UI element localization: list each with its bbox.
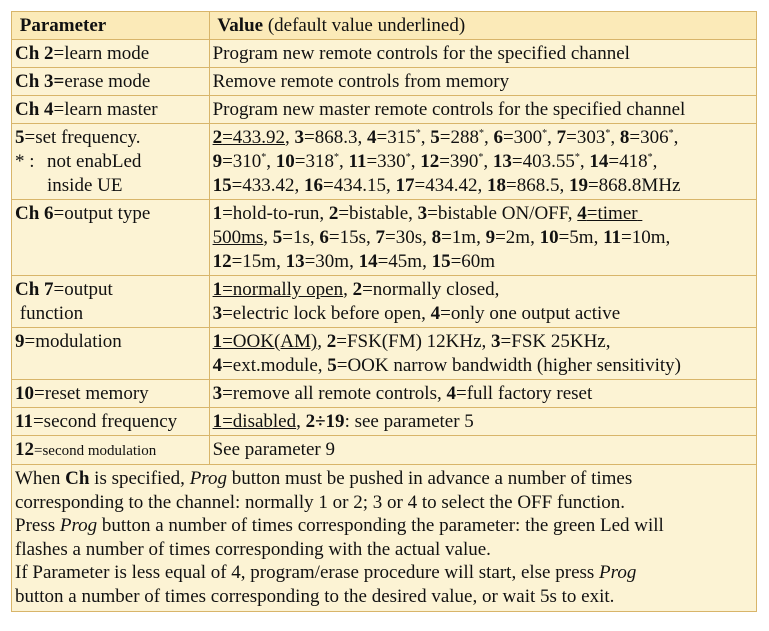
table-row-param-9 bbox=[12, 328, 757, 380]
value-cell: Remove remote controls from memory bbox=[209, 68, 756, 96]
table-row-ch3 bbox=[12, 68, 757, 96]
value-cell: Program new remote controls for the specified channel bbox=[209, 40, 756, 68]
table-row-param-5 bbox=[12, 124, 757, 200]
parameter-cell: 9=modulation bbox=[12, 328, 210, 380]
value-cell: See parameter 9 bbox=[209, 436, 756, 465]
parameter-table-container bbox=[11, 11, 757, 612]
notes-cell: When Ch is specified, Prog button must be pushed in advance a number of times corresponding to the channel: normally 1 or 2; 3 or 4 to select the OFF function. Press Prog button a number of times corresponding the parameter: the green Led will flashes a number of times corresponding with the actual value. If Parameter is less equal of 4, program/erase procedure will start, else press Prog button a number of times corresponding to the desired value, or wait 5s to exit. bbox=[12, 465, 757, 612]
table-row-ch2 bbox=[12, 40, 757, 68]
value-cell: 3=remove all remote controls, 4=full factory reset bbox=[209, 380, 756, 408]
parameter-cell: Ch 6=output type bbox=[12, 200, 210, 276]
value-cell: 1=normally open, 2=normally closed, 3=electric lock before open, 4=only one output active bbox=[209, 276, 756, 328]
parameter-table bbox=[11, 11, 757, 612]
parameter-cell: 11=second frequency bbox=[12, 408, 210, 436]
table-row-param-11 bbox=[12, 408, 757, 436]
value-column-header: Value (default value underlined) bbox=[209, 12, 756, 40]
value-cell: Program new master remote controls for the specified channel bbox=[209, 96, 756, 124]
table-row-ch4 bbox=[12, 96, 757, 124]
parameter-cell: 10=reset memory bbox=[12, 380, 210, 408]
parameter-cell: Ch 2=learn mode bbox=[12, 40, 210, 68]
parameter-cell: 12=second modulation bbox=[12, 436, 210, 465]
value-cell: 1=disabled, 2÷19: see parameter 5 bbox=[209, 408, 756, 436]
table-row-notes bbox=[12, 465, 757, 612]
table-row-ch7 bbox=[12, 276, 757, 328]
value-cell: 2=433.92, 3=868.3, 4=315*, 5=288*, 6=300*, 7=303*, 8=306*, 9=310*, 10=318*, 11=330*, 12=390*, 13=403.55*, 14=418*, 15=433.42, 16=434.15, 17=434.42, 18=868.5, 19=868.8MHz bbox=[209, 124, 756, 200]
table-row-param-12 bbox=[12, 436, 757, 465]
parameter-column-header: Parameter bbox=[12, 12, 210, 40]
table-header-row bbox=[12, 12, 757, 40]
parameter-cell: Ch 7=output function bbox=[12, 276, 210, 328]
table-row-ch6 bbox=[12, 200, 757, 276]
parameter-cell: 5=set frequency. * : not enabLed inside UE bbox=[12, 124, 210, 200]
value-cell: 1=OOK(AM), 2=FSK(FM) 12KHz, 3=FSK 25KHz, 4=ext.module, 5=OOK narrow bandwidth (higher sensitivity) bbox=[209, 328, 756, 380]
value-cell: 1=hold-to-run, 2=bistable, 3=bistable ON/OFF, 4=timer 500ms, 5=1s, 6=15s, 7=30s, 8=1m, 9=2m, 10=5m, 11=10m, 12=15m, 13=30m, 14=45m, 15=60m bbox=[209, 200, 756, 276]
table-row-param-10 bbox=[12, 380, 757, 408]
parameter-cell: Ch 4=learn master bbox=[12, 96, 210, 124]
parameter-cell: Ch 3=erase mode bbox=[12, 68, 210, 96]
